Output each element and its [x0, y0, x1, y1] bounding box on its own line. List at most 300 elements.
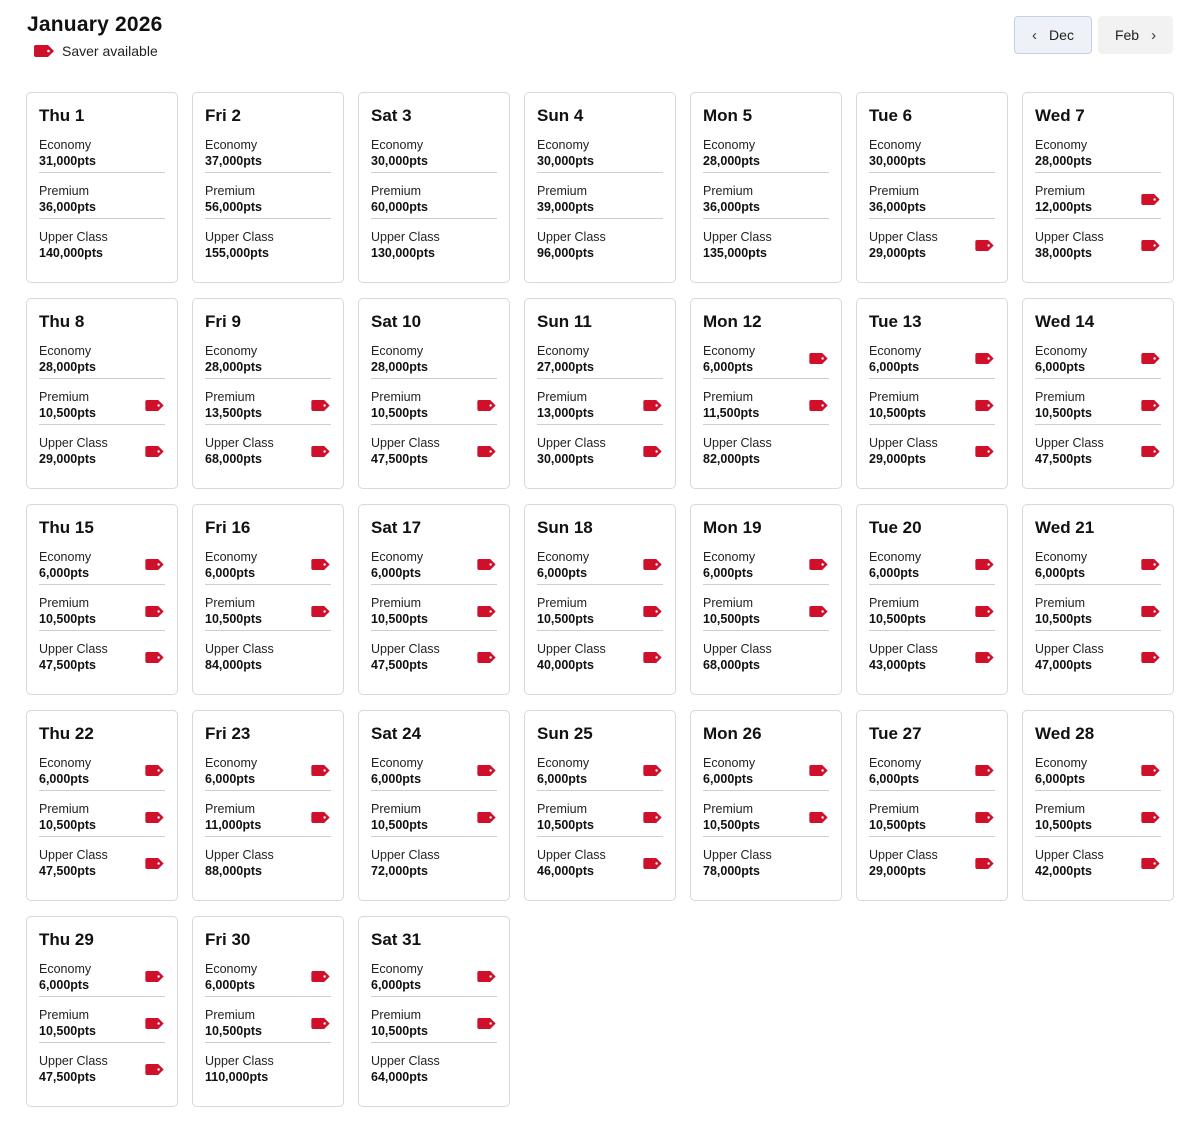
day-card[interactable] [26, 916, 178, 1107]
cabin-label: Premium [537, 184, 588, 198]
fare-row[interactable] [39, 1042, 165, 1088]
fare-info [39, 389, 96, 421]
fare-info [205, 801, 261, 833]
points-value: 84,000pts [205, 658, 262, 672]
cabin-label: Upper Class [869, 642, 938, 656]
cabin-label: Upper Class [39, 848, 108, 862]
day-card[interactable] [690, 298, 842, 489]
cabin-label: Economy [869, 755, 922, 770]
fare-row[interactable] [537, 218, 663, 264]
fare-row[interactable] [537, 751, 663, 790]
points-value: 10,500pts [39, 406, 96, 420]
fare-info [703, 435, 772, 467]
cabin-label: Premium [537, 390, 588, 404]
day-card[interactable] [524, 298, 676, 489]
cabin-label: Economy [869, 343, 922, 358]
fare-row[interactable] [39, 630, 165, 676]
points-value: 13,500pts [205, 406, 262, 420]
fare-info [205, 1053, 274, 1085]
fare-row[interactable] [371, 957, 497, 996]
day-title: Sat 3 [371, 106, 412, 125]
cabin-label: Upper Class [1035, 436, 1104, 450]
fare-info [205, 435, 274, 467]
day-title: Fri 9 [205, 312, 241, 331]
points-value: 88,000pts [205, 864, 262, 878]
fare-row[interactable] [205, 751, 331, 790]
points-value: 10,500pts [1035, 818, 1092, 832]
points-value: 28,000pts [703, 153, 760, 168]
fare-row[interactable] [205, 630, 331, 676]
cabin-label: Premium [371, 390, 422, 404]
day-card[interactable] [690, 92, 842, 283]
price-tag-icon [311, 812, 330, 823]
fare-row[interactable] [371, 218, 497, 264]
cabin-label: Economy [537, 755, 590, 770]
fare-row[interactable] [371, 584, 497, 630]
price-tag-icon [1141, 812, 1160, 823]
day-card[interactable] [358, 298, 510, 489]
fare-row[interactable] [371, 424, 497, 470]
fare-info [703, 595, 760, 627]
fare-info [537, 343, 594, 375]
previous-month-label: Dec [1049, 27, 1074, 43]
fare-info [1035, 343, 1087, 375]
fare-info [39, 801, 96, 833]
cabin-label: Premium [39, 1008, 90, 1022]
calendar-grid [26, 92, 1174, 1107]
day-card[interactable] [26, 92, 178, 283]
points-value: 27,000pts [537, 359, 594, 374]
points-value: 6,000pts [371, 977, 422, 992]
fare-info [371, 755, 423, 787]
day-card[interactable] [26, 298, 178, 489]
cabin-label: Upper Class [869, 436, 938, 450]
price-tag-icon [975, 240, 994, 251]
day-card[interactable] [358, 504, 510, 695]
points-value: 10,500pts [537, 612, 594, 626]
fare-row[interactable] [39, 218, 165, 264]
fare-row[interactable] [39, 957, 165, 996]
fare-row[interactable] [205, 378, 331, 424]
price-tag-icon [145, 652, 164, 663]
fare-row[interactable] [371, 751, 497, 790]
day-title: Fri 30 [205, 930, 251, 949]
points-value: 43,000pts [869, 658, 926, 672]
day-card[interactable] [192, 916, 344, 1107]
cabin-label: Economy [1035, 549, 1088, 564]
fare-row[interactable] [537, 339, 663, 378]
fare-info [537, 389, 594, 421]
chevron-left-icon: ‹ [1032, 26, 1038, 44]
points-value: 135,000pts [703, 246, 767, 260]
fare-info [869, 595, 926, 627]
next-month-button[interactable] [1098, 16, 1173, 54]
fare-row[interactable] [1035, 378, 1161, 424]
fare-row[interactable] [537, 545, 663, 584]
cabin-label: Economy [39, 343, 92, 358]
fare-row[interactable] [39, 836, 165, 882]
cabin-label: Premium [703, 184, 754, 198]
price-tag-icon [145, 765, 164, 776]
fare-info [703, 755, 755, 787]
fare-row[interactable] [537, 424, 663, 470]
fare-info [371, 1053, 440, 1085]
price-tag-icon [1141, 652, 1160, 663]
price-tag-icon [145, 1018, 164, 1029]
fare-row[interactable] [39, 996, 165, 1042]
fare-row[interactable] [1035, 836, 1161, 882]
cabin-label: Economy [205, 755, 258, 770]
price-tag-icon [1141, 400, 1160, 411]
points-value: 30,000pts [537, 452, 594, 466]
fare-row[interactable] [205, 172, 331, 218]
points-value: 56,000pts [205, 200, 262, 214]
cabin-label: Economy [371, 961, 424, 976]
price-tag-icon [477, 400, 496, 411]
fare-info [205, 343, 262, 375]
price-tag-icon [145, 400, 164, 411]
fare-row[interactable] [703, 751, 829, 790]
fare-row[interactable] [371, 1042, 497, 1088]
cabin-label: Premium [537, 802, 588, 816]
points-value: 31,000pts [39, 153, 96, 168]
cabin-label: Economy [39, 755, 92, 770]
fare-row[interactable] [39, 424, 165, 470]
price-tag-icon [643, 812, 662, 823]
fare-info [537, 755, 589, 787]
price-tag-icon [643, 400, 662, 411]
fare-info [39, 595, 96, 627]
fare-row[interactable] [39, 378, 165, 424]
fare-row[interactable] [703, 630, 829, 676]
fare-row[interactable] [1035, 172, 1161, 218]
fare-row[interactable] [869, 378, 995, 424]
cabin-label: Upper Class [537, 436, 606, 450]
cabin-label: Premium [371, 596, 422, 610]
day-title: Tue 13 [869, 312, 922, 331]
fare-row[interactable] [371, 172, 497, 218]
fare-row[interactable] [869, 751, 995, 790]
day-card[interactable] [1022, 298, 1174, 489]
cabin-label: Upper Class [869, 848, 938, 862]
day-title: Mon 5 [703, 106, 753, 125]
cabin-label: Upper Class [205, 230, 274, 244]
day-card[interactable] [1022, 710, 1174, 901]
day-title: Tue 20 [869, 518, 922, 537]
points-value: 39,000pts [537, 200, 594, 214]
fare-row[interactable] [39, 172, 165, 218]
fare-info [1035, 641, 1104, 673]
fare-info [537, 641, 606, 673]
fare-info [205, 137, 262, 169]
fare-row[interactable] [205, 584, 331, 630]
cabin-label: Premium [537, 596, 588, 610]
price-tag-icon [975, 652, 994, 663]
fare-row[interactable] [371, 790, 497, 836]
fare-info [371, 1007, 428, 1039]
day-title: Tue 6 [869, 106, 913, 125]
fare-row[interactable] [869, 630, 995, 676]
points-value: 68,000pts [703, 658, 760, 672]
fare-row[interactable] [205, 957, 331, 996]
fare-row[interactable] [1035, 133, 1161, 172]
day-card[interactable] [856, 92, 1008, 283]
price-tag-icon [1141, 194, 1160, 205]
fare-row[interactable] [703, 790, 829, 836]
fare-info [371, 801, 428, 833]
fare-row[interactable] [205, 545, 331, 584]
fare-row[interactable] [205, 836, 331, 882]
points-value: 40,000pts [537, 658, 594, 672]
cabin-label: Upper Class [371, 436, 440, 450]
points-value: 60,000pts [371, 200, 428, 214]
cabin-label: Economy [1035, 137, 1088, 152]
fare-info [39, 1053, 108, 1085]
fare-row[interactable] [703, 424, 829, 470]
fare-row[interactable] [869, 424, 995, 470]
price-tag-icon [311, 446, 330, 457]
fare-row[interactable] [703, 172, 829, 218]
day-card[interactable] [856, 710, 1008, 901]
day-title: Thu 22 [39, 724, 94, 743]
fare-row[interactable] [1035, 584, 1161, 630]
points-value: 6,000pts [205, 977, 256, 992]
day-title: Thu 29 [39, 930, 94, 949]
fare-row[interactable] [39, 133, 165, 172]
price-tag-icon [809, 765, 828, 776]
price-tag-icon [311, 559, 330, 570]
fare-row[interactable] [869, 790, 995, 836]
price-tag-icon [809, 400, 828, 411]
fare-row[interactable] [205, 218, 331, 264]
cabin-label: Economy [371, 549, 424, 564]
fare-row[interactable] [371, 378, 497, 424]
fare-info [869, 389, 926, 421]
day-card[interactable] [690, 504, 842, 695]
points-value: 155,000pts [205, 246, 269, 260]
fare-info [869, 229, 938, 261]
day-card[interactable] [524, 504, 676, 695]
price-tag-icon [975, 606, 994, 617]
fare-row[interactable] [1035, 630, 1161, 676]
fare-row[interactable] [703, 545, 829, 584]
fare-row[interactable] [703, 133, 829, 172]
day-card[interactable] [26, 504, 178, 695]
cabin-label: Upper Class [39, 1054, 108, 1068]
fare-info [371, 549, 423, 581]
cabin-label: Economy [869, 549, 922, 564]
fare-info [371, 641, 440, 673]
day-card[interactable] [690, 710, 842, 901]
cabin-label: Premium [703, 390, 754, 404]
fare-row[interactable] [537, 790, 663, 836]
points-value: 6,000pts [703, 565, 754, 580]
points-value: 29,000pts [869, 246, 926, 260]
fare-info [371, 595, 428, 627]
day-card[interactable] [1022, 504, 1174, 695]
day-title: Sun 4 [537, 106, 584, 125]
points-value: 72,000pts [371, 864, 428, 878]
fare-info [205, 1007, 262, 1039]
cabin-label: Upper Class [371, 230, 440, 244]
fare-row[interactable] [537, 133, 663, 172]
price-tag-icon [809, 606, 828, 617]
cabin-label: Premium [371, 1008, 422, 1022]
fare-info [371, 183, 428, 215]
day-card[interactable] [26, 710, 178, 901]
fare-row[interactable] [703, 218, 829, 264]
fare-row[interactable] [371, 836, 497, 882]
fare-row[interactable] [371, 996, 497, 1042]
day-title: Wed 28 [1035, 724, 1095, 743]
cabin-label: Upper Class [205, 436, 274, 450]
day-card[interactable] [192, 504, 344, 695]
day-card[interactable] [1022, 92, 1174, 283]
points-value: 46,000pts [537, 864, 594, 878]
fare-row[interactable] [205, 424, 331, 470]
fare-row[interactable] [1035, 545, 1161, 584]
fare-info [869, 755, 921, 787]
points-value: 12,000pts [1035, 200, 1092, 214]
day-card[interactable] [524, 710, 676, 901]
fare-row[interactable] [703, 584, 829, 630]
day-card[interactable] [192, 710, 344, 901]
fare-row[interactable] [39, 790, 165, 836]
fare-row[interactable] [869, 545, 995, 584]
fare-row[interactable] [1035, 424, 1161, 470]
fare-info [1035, 435, 1104, 467]
fare-row[interactable] [1035, 339, 1161, 378]
calendar-header [27, 12, 163, 59]
day-card[interactable] [192, 298, 344, 489]
fare-info [205, 549, 257, 581]
fare-row[interactable] [371, 133, 497, 172]
day-title: Thu 15 [39, 518, 94, 537]
day-card[interactable] [358, 916, 510, 1107]
fare-info [869, 137, 926, 169]
day-card[interactable] [192, 92, 344, 283]
fare-row[interactable] [39, 545, 165, 584]
price-tag-icon [1141, 240, 1160, 251]
day-card[interactable] [856, 504, 1008, 695]
fare-info [1035, 183, 1092, 215]
price-tag-icon [477, 559, 496, 570]
fare-row[interactable] [1035, 218, 1161, 264]
fare-row[interactable] [537, 836, 663, 882]
fare-info [1035, 389, 1092, 421]
price-tag-icon [643, 765, 662, 776]
fare-info [371, 961, 423, 993]
cabin-label: Premium [39, 390, 90, 404]
fare-row[interactable] [537, 172, 663, 218]
fare-info [703, 229, 772, 261]
price-tag-icon [1141, 353, 1160, 364]
day-card[interactable] [856, 298, 1008, 489]
price-tag-icon [311, 971, 330, 982]
fare-info [371, 343, 428, 375]
fare-info [39, 137, 96, 169]
cabin-label: Economy [703, 137, 756, 152]
price-tag-icon [1141, 765, 1160, 776]
cabin-label: Upper Class [39, 230, 108, 244]
fare-info [703, 549, 755, 581]
points-value: 28,000pts [1035, 153, 1092, 168]
fare-row[interactable] [205, 133, 331, 172]
price-tag-icon [975, 812, 994, 823]
fare-row[interactable] [537, 630, 663, 676]
fare-info [39, 343, 96, 375]
previous-month-button[interactable] [1014, 16, 1092, 54]
fare-row[interactable] [371, 630, 497, 676]
fare-row[interactable] [703, 836, 829, 882]
fare-row[interactable] [39, 584, 165, 630]
cabin-label: Economy [371, 343, 424, 358]
day-card[interactable] [358, 710, 510, 901]
fare-row[interactable] [1035, 751, 1161, 790]
fare-row[interactable] [205, 1042, 331, 1088]
fare-row[interactable] [39, 751, 165, 790]
day-card[interactable] [524, 92, 676, 283]
fare-row[interactable] [537, 584, 663, 630]
fare-row[interactable] [537, 378, 663, 424]
day-title: Wed 21 [1035, 518, 1095, 537]
fare-row[interactable] [1035, 790, 1161, 836]
day-title: Wed 14 [1035, 312, 1095, 331]
cabin-label: Economy [869, 137, 922, 152]
fare-row[interactable] [869, 339, 995, 378]
price-tag-icon [477, 971, 496, 982]
fare-row[interactable] [869, 218, 995, 264]
cabin-label: Upper Class [1035, 642, 1104, 656]
day-card[interactable] [358, 92, 510, 283]
fare-row[interactable] [869, 172, 995, 218]
fare-info [39, 641, 108, 673]
fare-row[interactable] [39, 339, 165, 378]
fare-row[interactable] [371, 545, 497, 584]
fare-info [39, 961, 91, 993]
price-tag-icon [1141, 559, 1160, 570]
points-value: 29,000pts [39, 452, 96, 466]
fare-row[interactable] [869, 584, 995, 630]
fare-row[interactable] [703, 339, 829, 378]
fare-info [703, 801, 760, 833]
day-title: Fri 2 [205, 106, 241, 125]
price-tag-icon [809, 812, 828, 823]
fare-row[interactable] [869, 836, 995, 882]
points-value: 6,000pts [205, 771, 256, 786]
price-tag-icon [643, 652, 662, 663]
fare-row[interactable] [205, 339, 331, 378]
cabin-label: Upper Class [537, 848, 606, 862]
cabin-label: Upper Class [703, 230, 772, 244]
cabin-label: Premium [371, 802, 422, 816]
fare-info [39, 1007, 96, 1039]
points-value: 47,500pts [371, 658, 428, 672]
fare-row[interactable] [703, 378, 829, 424]
fare-info [703, 183, 760, 215]
price-tag-icon [477, 652, 496, 663]
fare-row[interactable] [205, 790, 331, 836]
fare-info [869, 343, 921, 375]
fare-row[interactable] [205, 996, 331, 1042]
fare-row[interactable] [869, 133, 995, 172]
fare-info [39, 549, 91, 581]
fare-row[interactable] [371, 339, 497, 378]
price-tag-icon [311, 606, 330, 617]
cabin-label: Economy [1035, 755, 1088, 770]
cabin-label: Upper Class [205, 642, 274, 656]
points-value: 10,500pts [869, 406, 926, 420]
